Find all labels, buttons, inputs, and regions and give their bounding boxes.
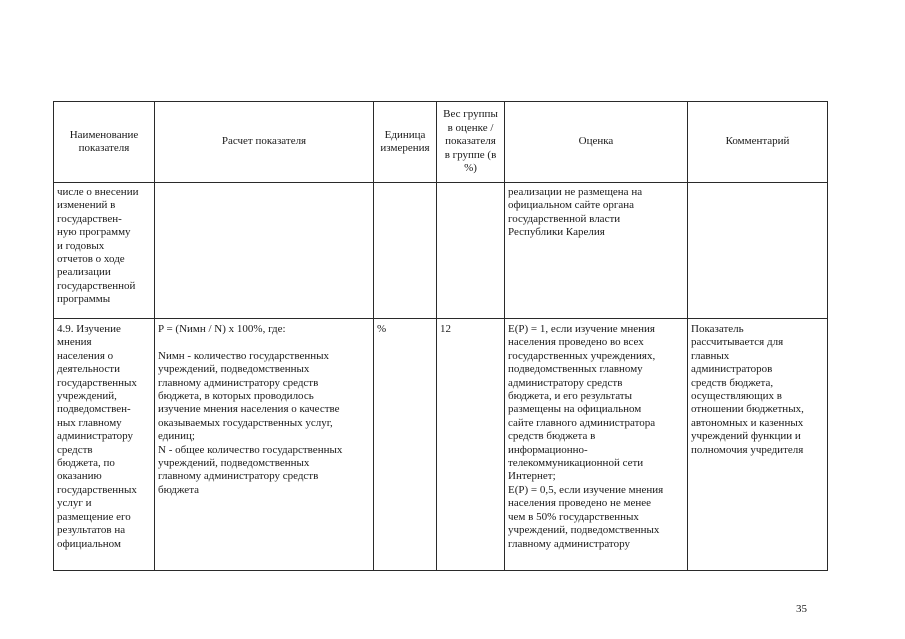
text-line: оказанию: [57, 470, 102, 483]
text-line: официальном сайте органа: [508, 199, 635, 212]
text-line: Комментарий: [725, 135, 790, 148]
text-line: государственной: [57, 279, 136, 292]
text-line: средств бюджета,: [691, 376, 774, 389]
text-line: показателя: [445, 135, 496, 148]
text-line: государственной власти: [508, 212, 621, 225]
text-line: средств: [57, 443, 93, 456]
text-line: программы: [57, 293, 111, 306]
text-line: оказываемых государственных услуг,: [158, 416, 333, 429]
text-line: бюджета: [158, 483, 200, 496]
text-line: полномочия учредителя: [691, 443, 804, 456]
text-line: главному администратору средств: [158, 376, 319, 389]
text-line: 12: [440, 323, 451, 335]
cell-calculation: [155, 319, 374, 571]
text-line: [158, 336, 370, 349]
text-line: населения проведено не менее: [508, 497, 652, 510]
text-line: и годовых: [57, 239, 105, 252]
text-line: E(P) = 1, если изучение мнения: [508, 323, 655, 335]
cell-weight: [437, 183, 505, 319]
text-line: %: [377, 323, 387, 335]
header-unit: [374, 102, 437, 183]
text-line: 4.9. Изучение: [57, 323, 121, 335]
text-line: Nимн - количество государственных: [158, 349, 330, 362]
text-line: Расчет показателя: [221, 135, 307, 148]
text-line: учреждений функции и: [691, 430, 801, 443]
text-line: населения о: [57, 349, 114, 362]
text-line: автономных и казенных: [691, 416, 804, 429]
text-line: отчетов о ходе: [57, 253, 125, 266]
text-line: ных главному: [57, 416, 122, 429]
text-line: населения проведено во всех: [508, 336, 644, 349]
text-line: отношении бюджетных,: [691, 403, 804, 416]
cell-unit: [374, 319, 437, 571]
text-line: измерения: [380, 142, 430, 154]
header-calculation: [155, 102, 374, 183]
text-line: администраторов: [691, 363, 773, 376]
header-assessment: [505, 102, 688, 183]
text-line: бюджета, в которых проводилось: [158, 390, 314, 403]
text-line: Показатель: [691, 323, 744, 335]
text-line: чем в 50% государственных: [508, 510, 639, 523]
text-line: бюджета, и его результаты: [508, 390, 632, 403]
text-line: %): [464, 162, 477, 175]
text-line: Вес группы: [443, 108, 498, 121]
text-line: учреждений, подведомственных: [158, 457, 310, 470]
text-line: государственных: [57, 483, 137, 496]
cell-assessment: [505, 183, 688, 319]
text-line: показателя: [78, 142, 130, 154]
text-line: учреждений, подведомственных: [508, 524, 660, 537]
text-line: Наименование: [69, 128, 139, 141]
text-line: телекоммуникационной сети: [508, 457, 644, 470]
text-line: государственных учреждениях,: [508, 349, 656, 362]
text-line: главному администратору средств: [158, 470, 319, 483]
text-line: подведомственных главному: [508, 363, 643, 376]
header-comment: [688, 102, 828, 183]
cell-unit: [374, 183, 437, 319]
text-line: изучение мнения населения о качестве: [158, 403, 340, 416]
cell-indicator-name: [54, 183, 155, 319]
text-line: рассчитывается для: [691, 336, 784, 349]
text-line: в группе (в: [444, 148, 497, 161]
page-number: 35: [796, 603, 807, 615]
cell-comment: [688, 183, 828, 319]
text-line: администратору средств: [508, 376, 623, 389]
text-line: официальном: [57, 537, 121, 550]
text-line: подведомствен-: [57, 403, 131, 416]
text-line: администратору: [57, 430, 134, 443]
text-line: единиц;: [158, 430, 195, 443]
text-line: осуществляющих в: [691, 390, 782, 403]
text-line: средств бюджета в: [508, 430, 596, 443]
text-line: Единица: [384, 128, 426, 141]
text-line: результатов на: [57, 524, 126, 537]
text-line: главному администратору: [508, 537, 630, 550]
text-line: услуг и: [57, 497, 92, 510]
text-line: Интернет;: [508, 470, 556, 483]
text-line: мнения: [57, 336, 92, 349]
header-row: [54, 102, 828, 183]
table-row-continuation: [54, 183, 828, 319]
text-line: размещены на официальном: [508, 403, 642, 416]
header-indicator-name: [54, 102, 155, 183]
text-line: N - общее количество государственных: [158, 443, 343, 456]
cell-calculation: [155, 183, 374, 319]
text-line: изменений в: [57, 199, 116, 212]
text-line: реализации: [57, 266, 111, 279]
cell-weight: [437, 319, 505, 571]
text-line: деятельности: [57, 363, 120, 376]
header-weight: [437, 102, 505, 183]
text-line: главных: [691, 349, 730, 362]
text-line: E(P) = 0,5, если изучение мнения: [508, 483, 664, 496]
text-line: в оценке /: [447, 121, 494, 134]
text-line: государственных: [57, 376, 137, 389]
table-row-4-9: [54, 319, 828, 571]
text-line: учреждений, подведомственных: [158, 363, 310, 376]
cell-comment: [688, 319, 828, 571]
text-line: ную программу: [57, 226, 131, 239]
text-line: размещение его: [57, 510, 131, 523]
cell-indicator-name: [54, 319, 155, 571]
text-line: Оценка: [578, 135, 614, 148]
text-line: учреждений,: [57, 390, 117, 403]
text-line: P = (Nимн / N) x 100%, где:: [158, 323, 286, 335]
text-line: государствен-: [57, 212, 122, 225]
text-line: бюджета, по: [57, 457, 115, 470]
text-line: числе о внесении: [57, 186, 139, 198]
cell-assessment: [505, 319, 688, 571]
text-line: сайте главного администратора: [508, 416, 656, 429]
text-line: реализации не размещена на: [508, 186, 643, 198]
text-line: Республики Карелия: [508, 226, 605, 239]
text-line: информационно-: [508, 443, 588, 456]
indicators-table: [53, 101, 828, 571]
